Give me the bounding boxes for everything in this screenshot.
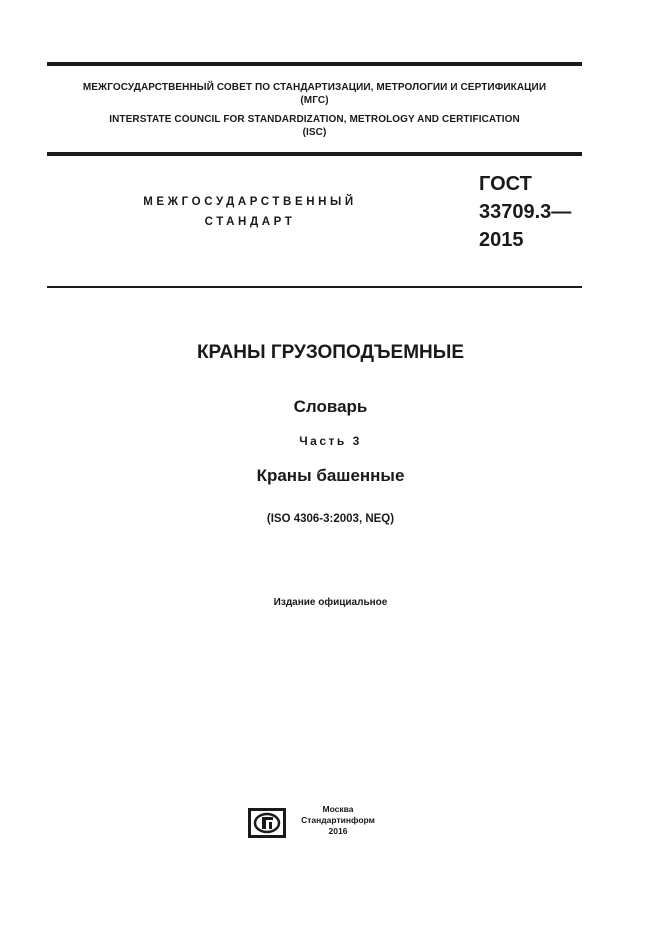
council-ru-name: МЕЖГОСУДАРСТВЕННЫЙ СОВЕТ ПО СТАНДАРТИЗАЦИИ, МЕТРОЛОГИИ И СЕРТИФИКАЦИИ: [82, 82, 547, 93]
top-rule: [47, 62, 582, 66]
council-ru: [47, 81, 582, 107]
iso-reference: (ISO 4306-3:2003, NEQ): [266, 513, 395, 525]
publisher-name: Стандартинформ: [301, 815, 375, 825]
council-ru-abbr: (МГС): [300, 95, 329, 106]
document-part-title: Краны башенные: [256, 466, 405, 485]
standard-label: [100, 192, 400, 232]
council-en: [47, 113, 582, 139]
publisher-year: 2016: [328, 826, 348, 836]
publisher-city: Москва: [322, 804, 354, 814]
gost-number: 33709.3—: [479, 201, 572, 223]
document-part: Часть 3: [299, 434, 362, 448]
edition-note: Издание официальное: [273, 597, 388, 608]
gost-year: 2015: [479, 229, 524, 251]
council-en-abbr: (ISC): [302, 127, 327, 138]
document-title: КРАНЫ ГРУЗОПОДЪЕМНЫЕ: [196, 342, 465, 363]
council-en-name: INTERSTATE COUNCIL FOR STANDARDIZATION, METROLOGY AND CERTIFICATION: [109, 114, 520, 125]
gost-prefix: ГОСТ: [479, 173, 532, 195]
gost-designation: [479, 170, 571, 254]
standard-label-line2: СТАНДАРТ: [204, 216, 296, 228]
standard-label-line1: МЕЖГОСУДАРСТВЕННЫЙ: [143, 196, 357, 208]
header-bottom-rule: [47, 152, 582, 156]
standartinform-logo-icon: [248, 808, 286, 838]
document-subtitle: Словарь: [293, 397, 368, 416]
publisher-info: [293, 804, 383, 837]
designation-rule: [47, 286, 582, 288]
